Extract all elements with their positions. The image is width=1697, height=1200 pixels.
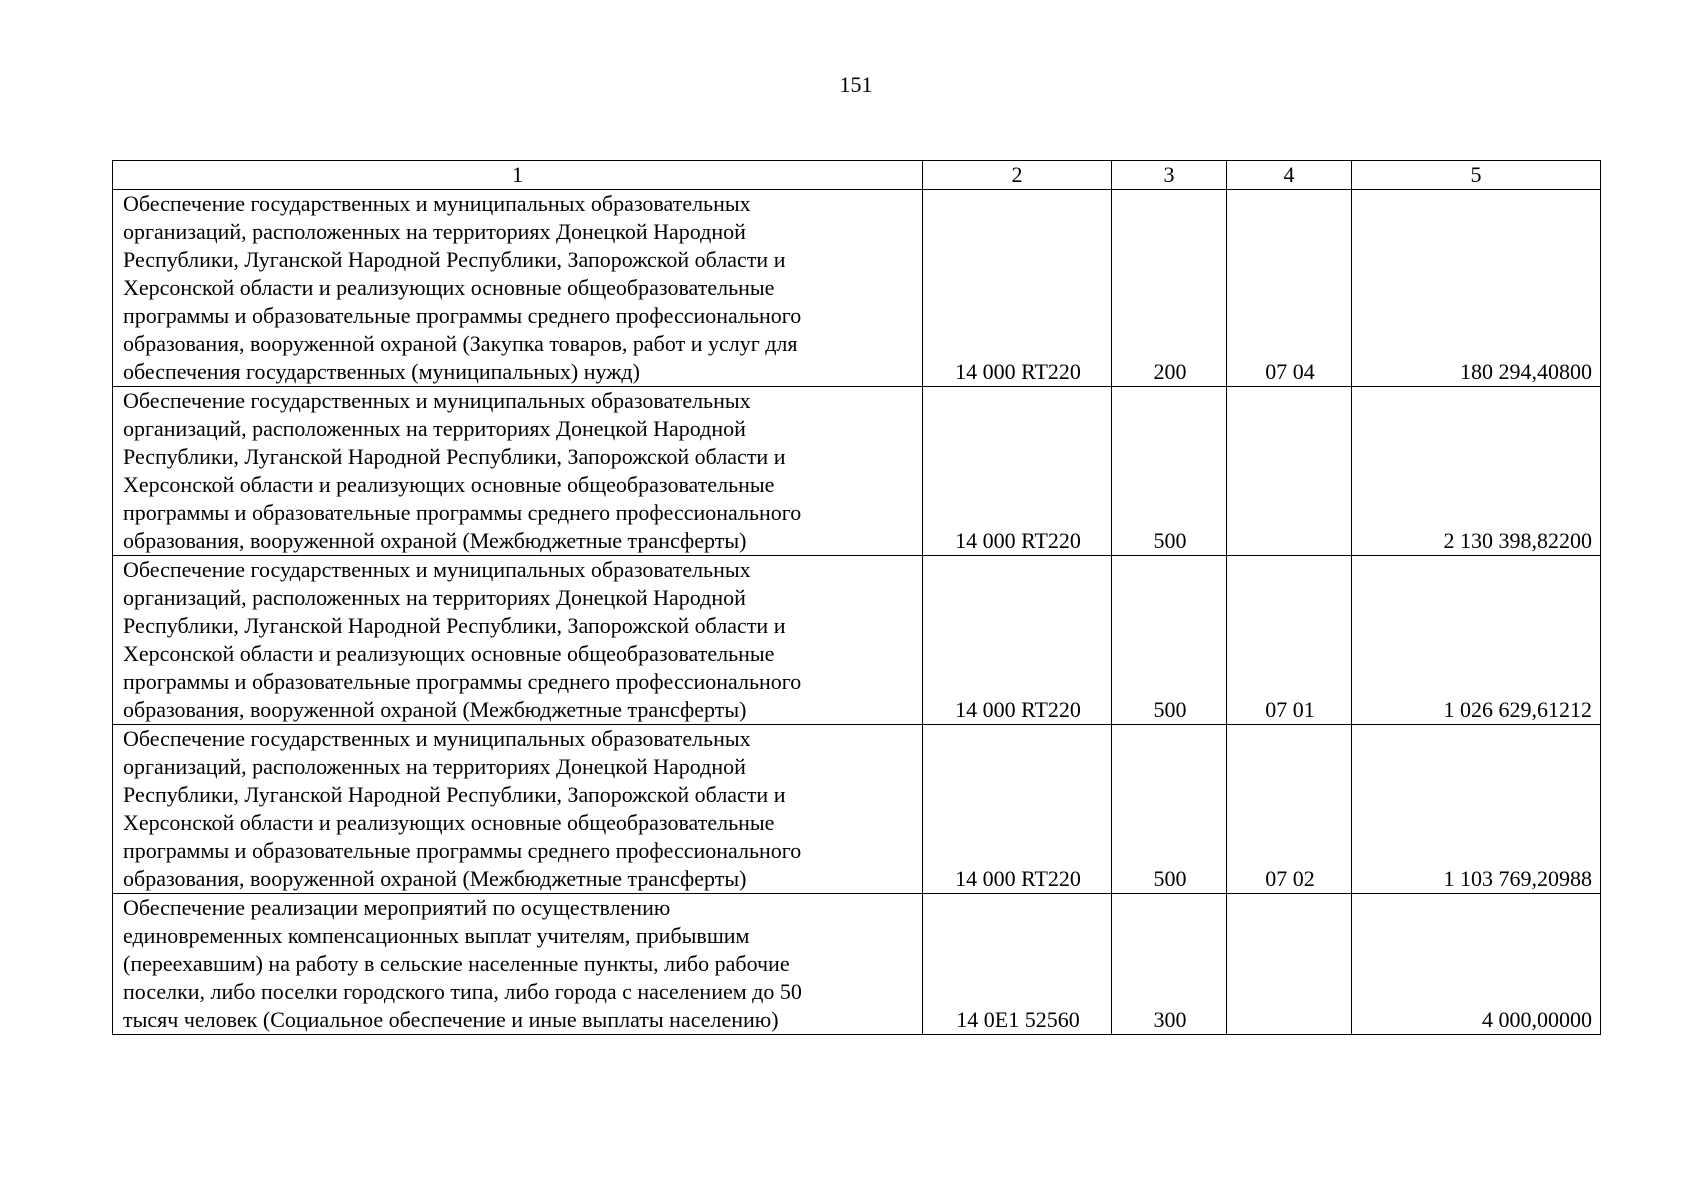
section-cell: 07 04 (1227, 190, 1352, 387)
description-line: (переехавшим) на работу в сельские населенные пункты, либо рабочие (123, 951, 790, 976)
expense-type-cell: 500 (1112, 556, 1227, 725)
description-line: Обеспечение государственных и муниципальных образовательных (123, 726, 751, 751)
section-cell (1227, 894, 1352, 1035)
description-line: Обеспечение реализации мероприятий по осуществлению (123, 895, 671, 920)
description-line: Херсонской области и реализующих основные общеобразовательные (123, 472, 775, 497)
description-line: поселки, либо поселки городского типа, либо города с населением до 50 (123, 979, 802, 1004)
description-line: образования, вооруженной охраной (Межбюджетные трансферты) (123, 866, 747, 891)
description-line: организаций, расположенных на территориях Донецкой Народной (123, 416, 746, 441)
table-row (113, 190, 1601, 387)
section-cell: 07 01 (1227, 556, 1352, 725)
column-header-5: 5 (1352, 161, 1601, 190)
description-line: обеспечения государственных (муниципальных) нужд) (123, 359, 640, 384)
section-cell: 07 02 (1227, 725, 1352, 894)
description-line: организаций, расположенных на территориях Донецкой Народной (123, 585, 746, 610)
expense-type-cell: 500 (1112, 387, 1227, 556)
header-row (113, 161, 1601, 190)
amount-cell: 1 026 629,61212 (1352, 556, 1601, 725)
row-description (113, 894, 923, 1035)
target-article-cell: 14 000 RT220 (923, 725, 1112, 894)
description-line: Херсонской области и реализующих основные общеобразовательные (123, 275, 775, 300)
expense-type-cell: 300 (1112, 894, 1227, 1035)
description-line: Обеспечение государственных и муниципальных образовательных (123, 191, 751, 216)
description-line: программы и образовательные программы среднего профессионального (123, 838, 802, 863)
budget-table (112, 160, 1601, 1035)
description-line: образования, вооруженной охраной (Межбюджетные трансферты) (123, 697, 747, 722)
description-line: Республики, Луганской Народной Республики, Запорожской области и (123, 444, 786, 469)
description-line: единовременных компенсационных выплат учителям, прибывшим (123, 923, 750, 948)
description-line: Обеспечение государственных и муниципальных образовательных (123, 388, 751, 413)
target-article-cell: 14 000 RT220 (923, 190, 1112, 387)
table-row (113, 725, 1601, 894)
row-description (113, 190, 923, 387)
description-line: образования, вооруженной охраной (Закупка товаров, работ и услуг для (123, 331, 798, 356)
amount-cell: 180 294,40800 (1352, 190, 1601, 387)
description-line: Херсонской области и реализующих основные общеобразовательные (123, 810, 775, 835)
target-article-cell: 14 000 RT220 (923, 556, 1112, 725)
description-line: программы и образовательные программы среднего профессионального (123, 500, 802, 525)
table-row (113, 556, 1601, 725)
row-description (113, 387, 923, 556)
column-header-1: 1 (113, 161, 923, 190)
page-number: 151 (839, 72, 873, 97)
target-article-cell: 14 0E1 52560 (923, 894, 1112, 1035)
amount-cell: 1 103 769,20988 (1352, 725, 1601, 894)
row-description (113, 556, 923, 725)
description-line: Республики, Луганской Народной Республики, Запорожской области и (123, 613, 786, 638)
description-line: Республики, Луганской Народной Республики, Запорожской области и (123, 247, 786, 272)
expense-type-cell: 200 (1112, 190, 1227, 387)
amount-cell: 4 000,00000 (1352, 894, 1601, 1035)
section-cell (1227, 387, 1352, 556)
description-line: Республики, Луганской Народной Республики, Запорожской области и (123, 782, 786, 807)
amount-cell: 2 130 398,82200 (1352, 387, 1601, 556)
description-line: организаций, расположенных на территориях Донецкой Народной (123, 754, 746, 779)
expense-type-cell: 500 (1112, 725, 1227, 894)
description-line: программы и образовательные программы среднего профессионального (123, 669, 802, 694)
table-row (113, 387, 1601, 556)
description-line: образования, вооруженной охраной (Межбюджетные трансферты) (123, 528, 747, 553)
description-line: программы и образовательные программы среднего профессионального (123, 303, 802, 328)
description-line: Херсонской области и реализующих основные общеобразовательные (123, 641, 775, 666)
column-header-3: 3 (1112, 161, 1227, 190)
row-description (113, 725, 923, 894)
column-header-4: 4 (1227, 161, 1352, 190)
column-header-2: 2 (923, 161, 1112, 190)
target-article-cell: 14 000 RT220 (923, 387, 1112, 556)
table-row (113, 894, 1601, 1035)
description-line: Обеспечение государственных и муниципальных образовательных (123, 557, 751, 582)
description-line: организаций, расположенных на территориях Донецкой Народной (123, 219, 746, 244)
description-line: тысяч человек (Социальное обеспечение и иные выплаты населению) (123, 1007, 779, 1032)
